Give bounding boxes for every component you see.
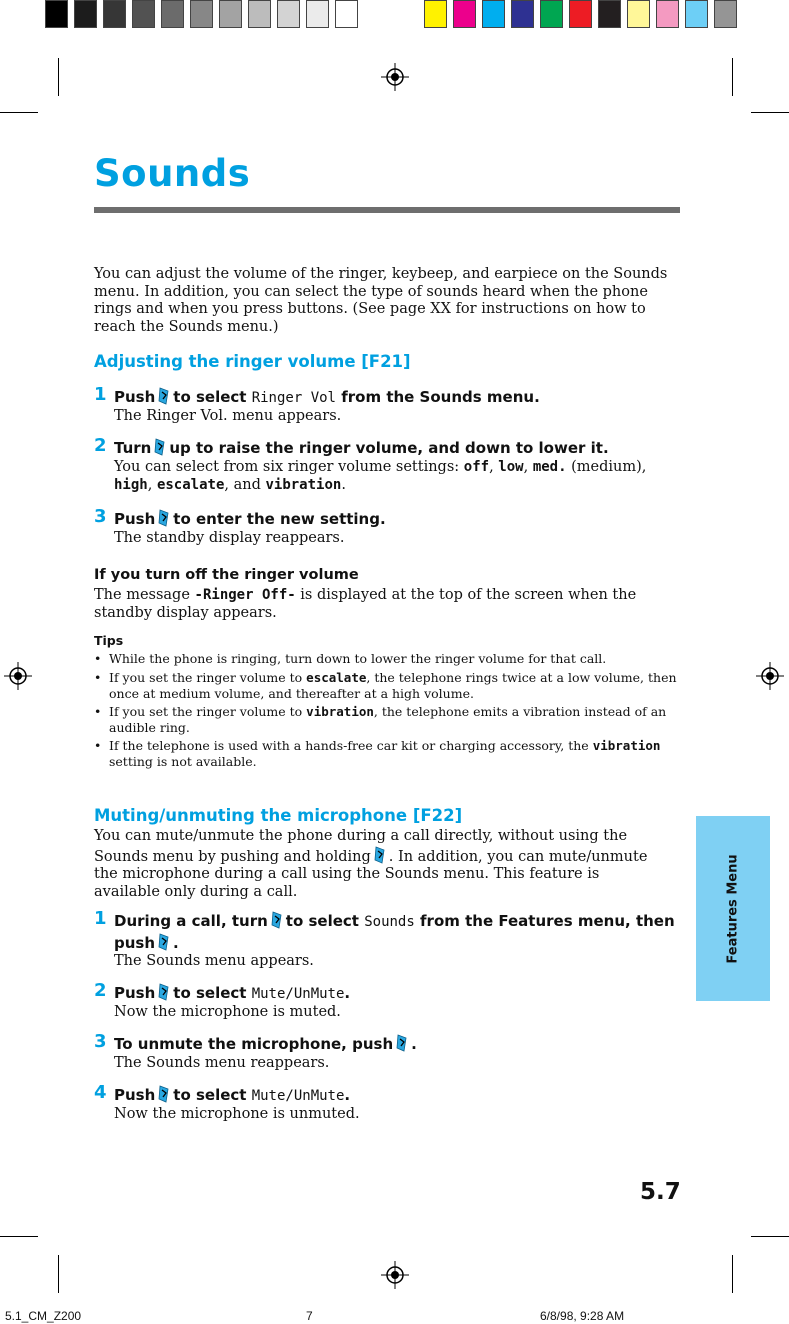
color-swatch [714, 0, 737, 28]
step-instruction: To unmute the microphone, push . [114, 1035, 417, 1053]
color-swatch [190, 0, 213, 28]
step-instruction: Push to enter the new setting. [114, 510, 386, 528]
step-instruction: Push to select Ringer Vol from the Sounds menu. [114, 388, 540, 406]
step-instruction: Turn up to raise the ringer volume, and down to lower it. [114, 439, 609, 457]
page-title: Sounds [94, 152, 251, 195]
color-swatch [306, 0, 329, 28]
step-number: 4 [94, 1082, 107, 1103]
step-result: The Sounds menu appears. [114, 953, 314, 969]
nav-key-icon [157, 509, 171, 527]
step-instruction: Push to select Mute/UnMute. [114, 984, 351, 1002]
title-rule [94, 207, 680, 213]
registration-mark-icon [381, 1261, 409, 1289]
crop-mark [732, 1255, 733, 1293]
nav-key-icon [157, 983, 171, 1001]
registration-mark-icon [756, 662, 784, 690]
nav-key-icon [270, 911, 284, 929]
side-tab-label: Features Menu [725, 853, 741, 964]
color-swatch [540, 0, 563, 28]
step-number: 3 [94, 506, 107, 527]
tips-heading: Tips [94, 633, 124, 648]
color-swatch [424, 0, 447, 28]
nav-key-icon [153, 438, 167, 456]
color-swatch [656, 0, 679, 28]
crop-mark [58, 1255, 59, 1293]
intro-paragraph: You can adjust the volume of the ringer, keybeep, and earpiece on the Sounds menu. In addition, you can select the type of sounds heard when the phone rings and when you press buttons. (See page XX for instructions on how to reach the Sounds menu.) [94, 266, 668, 335]
color-swatch [161, 0, 184, 28]
color-swatch [569, 0, 592, 28]
subheading-ringer-off: If you turn off the ringer volume [94, 567, 359, 583]
color-swatch [277, 0, 300, 28]
color-swatch [627, 0, 650, 28]
color-swatch [685, 0, 708, 28]
nav-key-icon [157, 933, 171, 951]
step-number: 1 [94, 384, 107, 405]
ringer-off-paragraph: The message -Ringer Off- is displayed at the top of the screen when the standby display appears. [94, 587, 637, 621]
color-swatch [335, 0, 358, 28]
step-instruction: During a call, turn to select Sounds from the Features menu, then push . [114, 912, 675, 952]
registration-mark-icon [381, 63, 409, 91]
color-swatch [74, 0, 97, 28]
tip-item: • If the telephone is used with a hands-free car kit or charging accessory, the vibration setting is not available. [94, 738, 661, 769]
footer-filename: 5.1_CM_Z200 [5, 1309, 82, 1323]
crop-mark [0, 1236, 38, 1237]
tip-item: • If you set the ringer volume to vibration, the telephone emits a vibration instead of an audible ring. [94, 704, 667, 735]
color-swatch [103, 0, 126, 28]
features-menu-tab [696, 816, 770, 1001]
nav-key-icon [157, 1085, 171, 1103]
color-swatch [453, 0, 476, 28]
color-swatch [45, 0, 68, 28]
mute-intro-paragraph: You can mute/unmute the phone during a call directly, without using the Sounds menu by pushing and holding . In addition, you can mute/unmute the microphone during a call using the Sounds menu. This feature is available only during a call. [94, 828, 648, 900]
step-number: 2 [94, 435, 107, 456]
step-number: 3 [94, 1031, 107, 1052]
registration-mark-icon [4, 662, 32, 690]
step-instruction: Push to select Mute/UnMute. [114, 1086, 351, 1104]
tip-item: • While the phone is ringing, turn down to lower the ringer volume for that call. [94, 651, 607, 666]
crop-mark [732, 58, 733, 96]
section-heading-mute: Muting/unmuting the microphone [F22] [94, 806, 463, 825]
footer-date: 6/8/98, 9:28 AM [540, 1309, 625, 1323]
color-swatch [248, 0, 271, 28]
crop-mark [751, 112, 789, 113]
nav-key-icon [373, 846, 387, 864]
color-swatch [482, 0, 505, 28]
crop-mark [751, 1236, 789, 1237]
color-calibration-bar [424, 0, 744, 28]
page-number: 5.7 [640, 1179, 681, 1205]
color-swatch [219, 0, 242, 28]
step-result: The Ringer Vol. menu appears. [114, 408, 342, 424]
step-result: The standby display reappears. [114, 530, 345, 546]
grayscale-calibration-bar [45, 0, 365, 28]
nav-key-icon [395, 1034, 409, 1052]
step-result: The Sounds menu reappears. [114, 1055, 330, 1071]
color-swatch [132, 0, 155, 28]
footer-page: 7 [306, 1309, 313, 1323]
step-result: You can select from six ringer volume settings: off, low, med. (medium), high, escalate, and vibration. [114, 459, 647, 493]
section-heading-ringer: Adjusting the ringer volume [F21] [94, 352, 411, 371]
step-number: 2 [94, 980, 107, 1001]
step-result: Now the microphone is unmuted. [114, 1106, 360, 1122]
tip-item: • If you set the ringer volume to escalate, the telephone rings twice at a low volume, then once at medium volume, and thereafter at a high volume. [94, 670, 677, 701]
color-swatch [511, 0, 534, 28]
crop-mark [58, 58, 59, 96]
color-swatch [598, 0, 621, 28]
nav-key-icon [157, 387, 171, 405]
crop-mark [0, 112, 38, 113]
step-number: 1 [94, 908, 107, 929]
step-result: Now the microphone is muted. [114, 1004, 341, 1020]
